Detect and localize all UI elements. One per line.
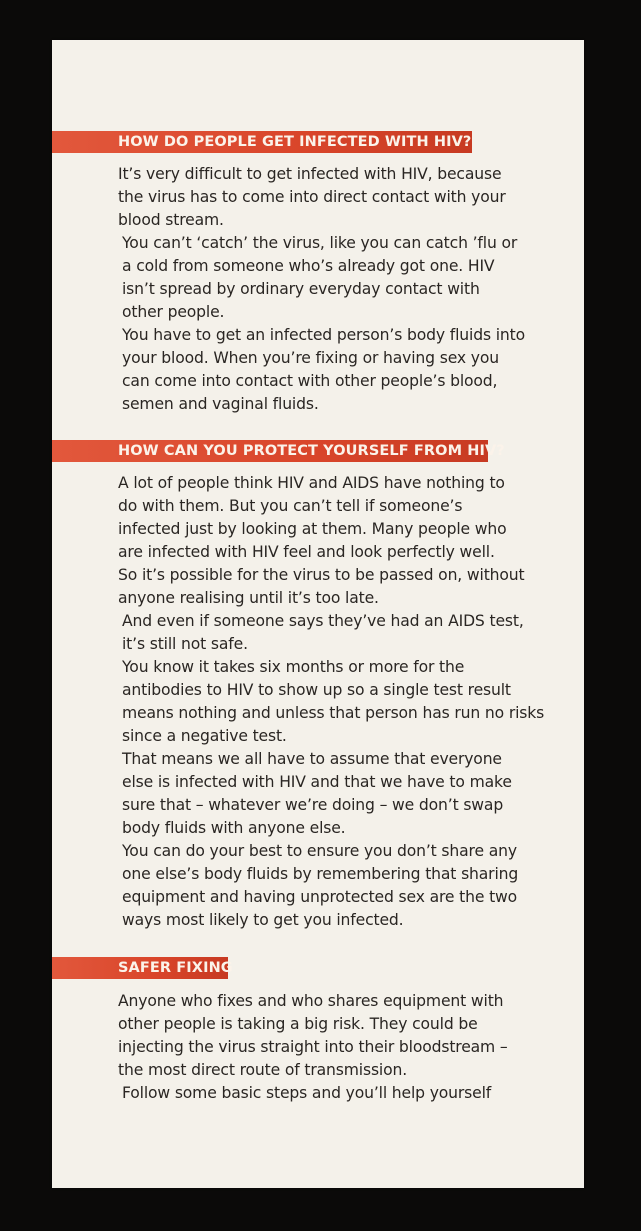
text-line: the virus has to come into direct contact with your <box>118 188 506 206</box>
text-line: other people is taking a big risk. They could be <box>118 1015 478 1033</box>
text-line: You can do your best to ensure you don’t share any <box>122 842 517 860</box>
section-heading-protection: HOW CAN YOU PROTECT YOURSELF FROM HIV? <box>52 440 488 462</box>
text-line: semen and vaginal fluids. <box>122 395 319 413</box>
text-line: A lot of people think HIV and AIDS have nothing to <box>118 474 505 492</box>
text-line: a cold from someone who’s already got one. HIV <box>122 257 495 275</box>
text-line: do with them. But you can’t tell if someone’s <box>118 497 463 515</box>
text-line: blood stream. <box>118 211 224 229</box>
text-line: injecting the virus straight into their bloodstream – <box>118 1038 508 1056</box>
section-body-safer-fixing <box>118 990 528 1105</box>
section-heading-safer-fixing: SAFER FIXING <box>52 957 228 979</box>
text-line: else is infected with HIV and that we have to make <box>122 773 512 791</box>
text-line: isn’t spread by ordinary everyday contact with <box>122 280 480 298</box>
text-line: other people. <box>122 303 225 321</box>
paragraph <box>118 472 528 610</box>
text-line: infected just by looking at them. Many people who <box>118 520 507 538</box>
paragraph <box>118 840 528 932</box>
text-line: it’s still not safe. <box>122 635 248 653</box>
section-body-protection <box>118 472 545 932</box>
text-line: sure that – whatever we’re doing – we don’t swap <box>122 796 504 814</box>
text-line: Follow some basic steps and you’ll help yourself <box>122 1084 492 1102</box>
paragraph <box>118 1082 528 1105</box>
text-line: the most direct route of transmission. <box>118 1061 408 1079</box>
text-line: You have to get an infected person’s body fluids into <box>122 326 526 344</box>
text-line: And even if someone says they’ve had an AIDS test, <box>122 612 524 630</box>
section-body-infection <box>118 163 528 416</box>
text-line: your blood. When you’re fixing or having sex you <box>122 349 499 367</box>
paragraph <box>118 163 528 232</box>
text-line: body fluids with anyone else. <box>122 819 346 837</box>
text-line: can come into contact with other people’s blood, <box>122 372 498 390</box>
text-line: It’s very difficult to get infected with HIV, because <box>118 165 502 183</box>
text-line: one else’s body fluids by remembering that sharing <box>122 865 519 883</box>
text-line: So it’s possible for the virus to be passed on, without <box>118 566 525 584</box>
text-line: since a negative test. <box>122 727 287 745</box>
paragraph <box>118 324 528 416</box>
text-line: You can’t ‘catch’ the virus, like you can catch ’flu or <box>122 234 518 252</box>
text-line: antibodies to HIV to show up so a single test result <box>122 681 511 699</box>
text-line: anyone realising until it’s too late. <box>118 589 379 607</box>
text-line: ways most likely to get you infected. <box>122 911 404 929</box>
text-line: means nothing and unless that person has run no risks <box>122 704 545 722</box>
text-line: are infected with HIV feel and look perfectly well. <box>118 543 495 561</box>
paragraph <box>118 610 528 656</box>
paragraph <box>118 748 528 840</box>
paragraph <box>118 990 528 1082</box>
text-line: equipment and having unprotected sex are the two <box>122 888 518 906</box>
section-heading-infection: HOW DO PEOPLE GET INFECTED WITH HIV? <box>52 131 472 153</box>
leaflet-page <box>52 40 584 1188</box>
text-line: You know it takes six months or more for the <box>122 658 465 676</box>
text-line: Anyone who fixes and who shares equipment with <box>118 992 504 1010</box>
paragraph <box>118 656 545 748</box>
text-line: That means we all have to assume that everyone <box>122 750 502 768</box>
paragraph <box>118 232 528 324</box>
